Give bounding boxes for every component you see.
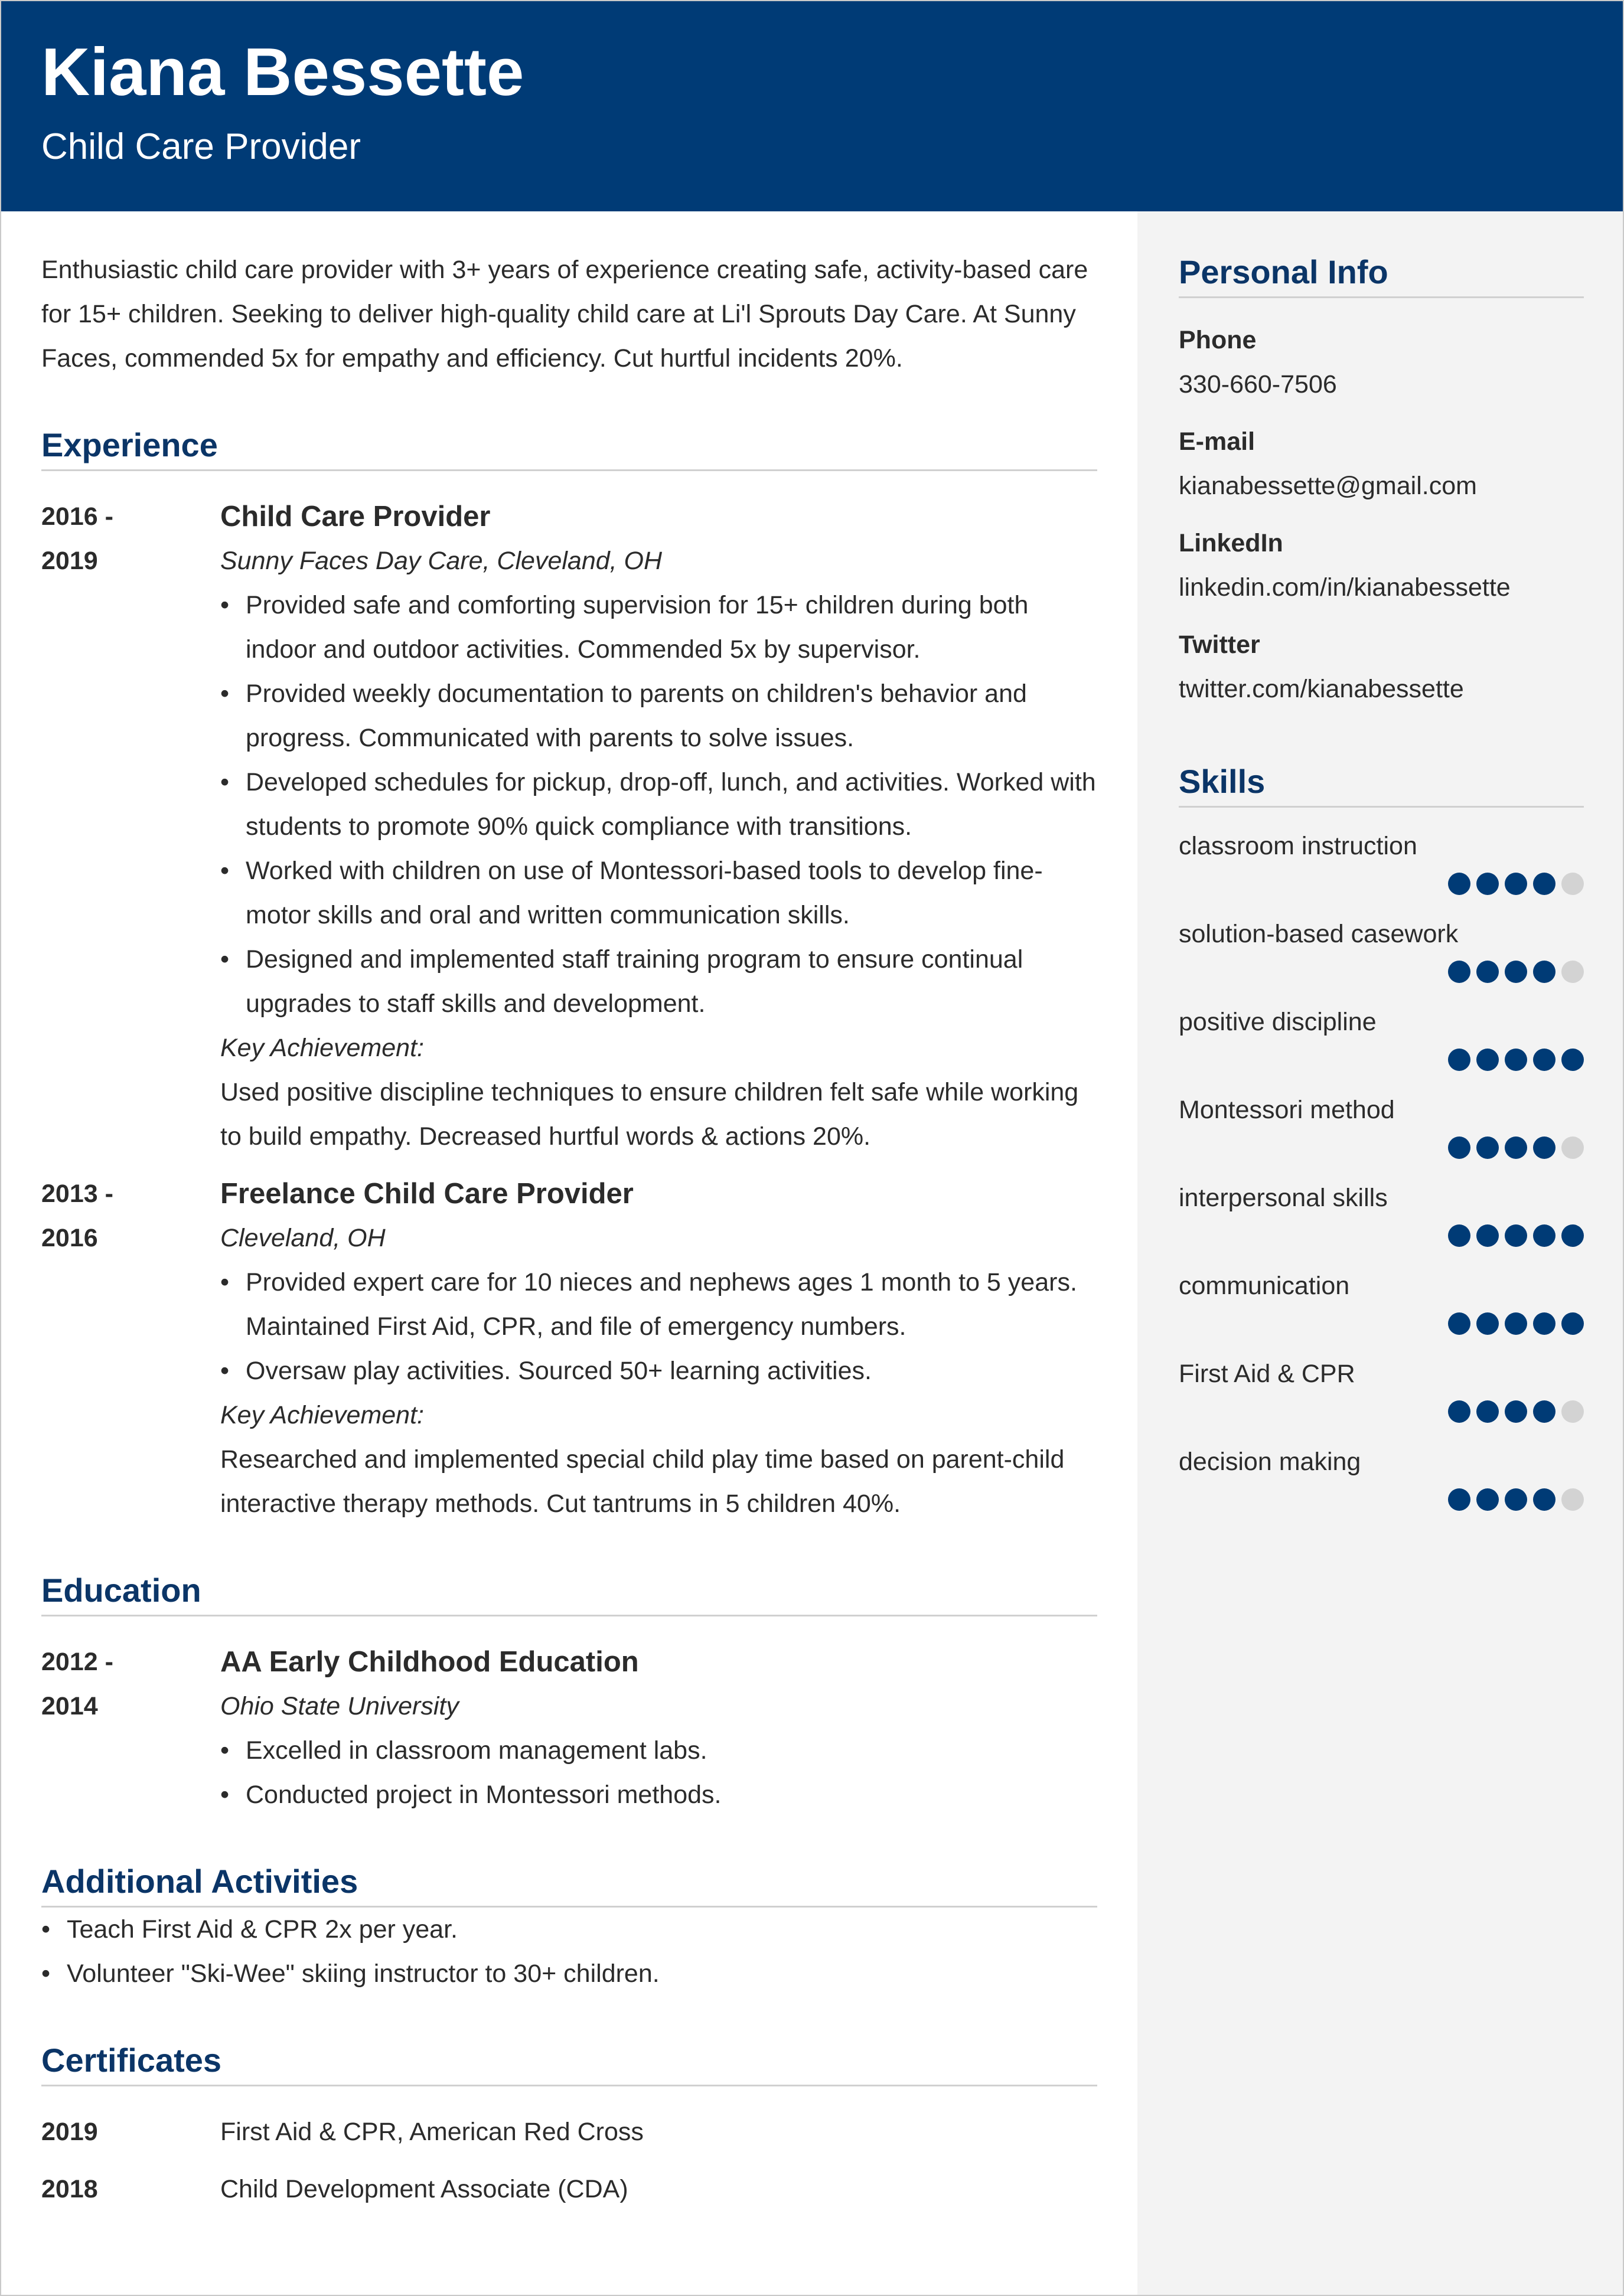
- entry-date-end: 2014: [41, 1692, 98, 1720]
- skill-name: positive discipline: [1179, 1008, 1377, 1036]
- rating-dot-empty: [1561, 1400, 1584, 1423]
- rating-dot-empty: [1561, 1136, 1584, 1159]
- bullet-item: • Excelled in classroom management labs.: [220, 1729, 1097, 1773]
- info-label: Twitter: [1179, 631, 1260, 659]
- rating-dot-filled: [1505, 1224, 1527, 1247]
- skills-list: [1179, 824, 1584, 1515]
- education-bullets: [220, 1729, 1097, 1817]
- rating-dot-filled: [1476, 1488, 1499, 1511]
- skill-item: [1179, 1176, 1584, 1251]
- rating-dot-filled: [1533, 1049, 1555, 1071]
- skill-item: [1179, 1352, 1584, 1427]
- rating-dot-filled: [1476, 1400, 1499, 1423]
- rating-dot-filled: [1533, 1488, 1555, 1511]
- certificate-name: Child Development Associate (CDA): [220, 2175, 628, 2203]
- entry-dates: [41, 1640, 177, 1729]
- bullet-item: • Provided weekly documentation to parents on children's behavior and progress. Communicated with parents to solve issues.: [220, 672, 1097, 760]
- info-twitter: [1179, 623, 1584, 711]
- skills-heading: Skills: [1179, 761, 1584, 808]
- skill-rating: [1179, 1132, 1584, 1163]
- rating-dot-filled: [1561, 1312, 1584, 1335]
- twitter-value[interactable]: twitter.com/kianabessette: [1179, 675, 1464, 703]
- activities-list: [41, 1908, 1097, 1996]
- rating-dot-filled: [1533, 873, 1555, 895]
- key-achievement-label: Key Achievement:: [220, 1034, 424, 1062]
- rating-dot-filled: [1533, 1136, 1555, 1159]
- employer: Sunny Faces Day Care, Cleveland, OH: [220, 547, 663, 575]
- experience-entry: [41, 1172, 1097, 1526]
- skill-name: Montessori method: [1179, 1096, 1395, 1124]
- rating-dot-filled: [1505, 1136, 1527, 1159]
- certificate-year: 2018: [41, 2175, 98, 2203]
- skill-name: decision making: [1179, 1448, 1361, 1476]
- skill-rating: [1179, 956, 1584, 987]
- bullet-item: • Worked with children on use of Montessori-based tools to develop fine-motor skills and oral and written communication skills.: [220, 849, 1097, 938]
- rating-dot-filled: [1533, 1312, 1555, 1335]
- degree-title: AA Early Childhood Education: [220, 1646, 639, 1678]
- entry-date-start: 2013 -: [41, 1180, 113, 1208]
- entry-dates: [41, 1172, 177, 1260]
- summary-text: Enthusiastic child care provider with 3+ years of experience creating safe, activity-based care for 15+ children. Seeking to deliver high-quality child care at Li'l Sprouts Day Care. At Sunny Faces, commended 5x for empathy and efficiency. Cut hurtful incidents 20%.: [41, 256, 1088, 373]
- certificate-row: [41, 2167, 1097, 2212]
- rating-dot-filled: [1476, 1136, 1499, 1159]
- skill-name: communication: [1179, 1272, 1350, 1300]
- main-column: [41, 211, 1097, 2212]
- skill-rating: [1179, 1484, 1584, 1515]
- rating-dot-empty: [1561, 961, 1584, 983]
- skill-item: [1179, 912, 1584, 987]
- rating-dot-filled: [1448, 1224, 1470, 1247]
- info-label: Phone: [1179, 326, 1257, 354]
- phone-value: 330-660-7506: [1179, 370, 1337, 399]
- entry-date-start: 2012 -: [41, 1648, 113, 1676]
- skill-item: [1179, 1264, 1584, 1339]
- rating-dot-filled: [1476, 873, 1499, 895]
- bullet-item: • Provided safe and comforting supervision for 15+ children during both indoor and outdoor activities. Commended 5x by supervisor.: [220, 583, 1097, 672]
- job-title: Child Care Provider: [220, 501, 491, 533]
- skill-rating: [1179, 1220, 1584, 1251]
- skill-name: interpersonal skills: [1179, 1184, 1388, 1212]
- entry-date-end: 2019: [41, 547, 98, 575]
- bullet-item: • Teach First Aid & CPR 2x per year.: [41, 1908, 1097, 1952]
- bullet-item: • Conducted project in Montessori methods.: [220, 1773, 1097, 1817]
- rating-dot-empty: [1561, 1488, 1584, 1511]
- rating-dot-filled: [1448, 1136, 1470, 1159]
- education-heading: Education: [41, 1570, 1097, 1616]
- rating-dot-filled: [1505, 1312, 1527, 1335]
- bullet-item: • Provided expert care for 10 nieces and nephews ages 1 month to 5 years. Maintained First Aid, CPR, and file of emergency numbers.: [220, 1260, 1097, 1349]
- rating-dot-filled: [1561, 1224, 1584, 1247]
- rating-dot-filled: [1448, 961, 1470, 983]
- rating-dot-filled: [1505, 1488, 1527, 1511]
- key-achievement-text: Used positive discipline techniques to ensure children felt safe while working to build empathy. Decreased hurtful words & actions 20%.: [220, 1078, 1079, 1151]
- skill-item: [1179, 824, 1584, 899]
- rating-dot-filled: [1476, 961, 1499, 983]
- skill-item: [1179, 1440, 1584, 1515]
- school-name: Ohio State University: [220, 1692, 459, 1720]
- rating-dot-filled: [1533, 1400, 1555, 1423]
- entry-body: [220, 1172, 1097, 1526]
- entry-body: [220, 495, 1097, 1159]
- entry-date-start: 2016 -: [41, 502, 113, 531]
- entry-body: [220, 1640, 1097, 1817]
- rating-dot-filled: [1448, 1312, 1470, 1335]
- activities-heading: Additional Activities: [41, 1861, 1097, 1908]
- personal-info-heading: Personal Info: [1179, 252, 1584, 298]
- linkedin-value[interactable]: linkedin.com/in/kianabessette: [1179, 573, 1511, 602]
- bullet-item: • Designed and implemented staff training program to ensure continual upgrades to staff skills and development.: [220, 938, 1097, 1026]
- certificate-year: 2019: [41, 2118, 98, 2146]
- rating-dot-filled: [1448, 1049, 1470, 1071]
- bullet-item: • Volunteer "Ski-Wee" skiing instructor to 30+ children.: [41, 1952, 1097, 1996]
- resume-header: [1, 1, 1623, 211]
- job-bullets: [220, 1260, 1097, 1393]
- candidate-title: Child Care Provider: [41, 126, 361, 167]
- job-bullets: [220, 583, 1097, 1026]
- info-label: E-mail: [1179, 427, 1255, 456]
- experience-entry: [41, 495, 1097, 1159]
- certificates-heading: Certificates: [41, 2040, 1097, 2086]
- experience-heading: Experience: [41, 424, 1097, 471]
- education-entry: [41, 1640, 1097, 1817]
- skill-name: solution-based casework: [1179, 920, 1459, 948]
- rating-dot-filled: [1505, 961, 1527, 983]
- skill-rating: [1179, 1396, 1584, 1427]
- sidebar-content: [1179, 252, 1584, 1515]
- bullet-item: • Developed schedules for pickup, drop-off, lunch, and activities. Worked with students to promote 90% quick compliance with transitions.: [220, 760, 1097, 849]
- info-linkedin: [1179, 521, 1584, 610]
- rating-dot-filled: [1476, 1312, 1499, 1335]
- skill-rating: [1179, 1044, 1584, 1075]
- skill-item: [1179, 1088, 1584, 1163]
- rating-dot-filled: [1505, 873, 1527, 895]
- job-title: Freelance Child Care Provider: [220, 1178, 634, 1210]
- rating-dot-filled: [1561, 1049, 1584, 1071]
- rating-dot-filled: [1448, 873, 1470, 895]
- rating-dot-filled: [1533, 961, 1555, 983]
- candidate-name: Kiana Bessette: [41, 35, 524, 110]
- rating-dot-filled: [1448, 1488, 1470, 1511]
- skill-name: classroom instruction: [1179, 832, 1417, 860]
- skill-name: First Aid & CPR: [1179, 1360, 1355, 1388]
- rating-dot-filled: [1476, 1224, 1499, 1247]
- email-value[interactable]: kianabessette@gmail.com: [1179, 472, 1477, 500]
- entry-date-end: 2016: [41, 1224, 98, 1252]
- entry-dates: [41, 495, 177, 583]
- rating-dot-filled: [1448, 1400, 1470, 1423]
- rating-dot-filled: [1533, 1224, 1555, 1247]
- skill-rating: [1179, 1308, 1584, 1339]
- rating-dot-filled: [1505, 1400, 1527, 1423]
- skill-item: [1179, 1000, 1584, 1075]
- sidebar: [1137, 211, 1623, 2295]
- bullet-item: • Oversaw play activities. Sourced 50+ learning activities.: [220, 1349, 1097, 1393]
- rating-dot-filled: [1505, 1049, 1527, 1071]
- certificate-row: [41, 2110, 1097, 2154]
- info-label: LinkedIn: [1179, 529, 1283, 557]
- certificate-name: First Aid & CPR, American Red Cross: [220, 2118, 644, 2146]
- employer: Cleveland, OH: [220, 1224, 386, 1252]
- rating-dot-empty: [1561, 873, 1584, 895]
- info-phone: [1179, 318, 1584, 407]
- key-achievement-text: Researched and implemented special child play time based on parent-child interactive therapy methods. Cut tantrums in 5 children 40%.: [220, 1445, 1065, 1518]
- skill-rating: [1179, 868, 1584, 899]
- info-email: [1179, 420, 1584, 508]
- key-achievement-label: Key Achievement:: [220, 1401, 424, 1429]
- rating-dot-filled: [1476, 1049, 1499, 1071]
